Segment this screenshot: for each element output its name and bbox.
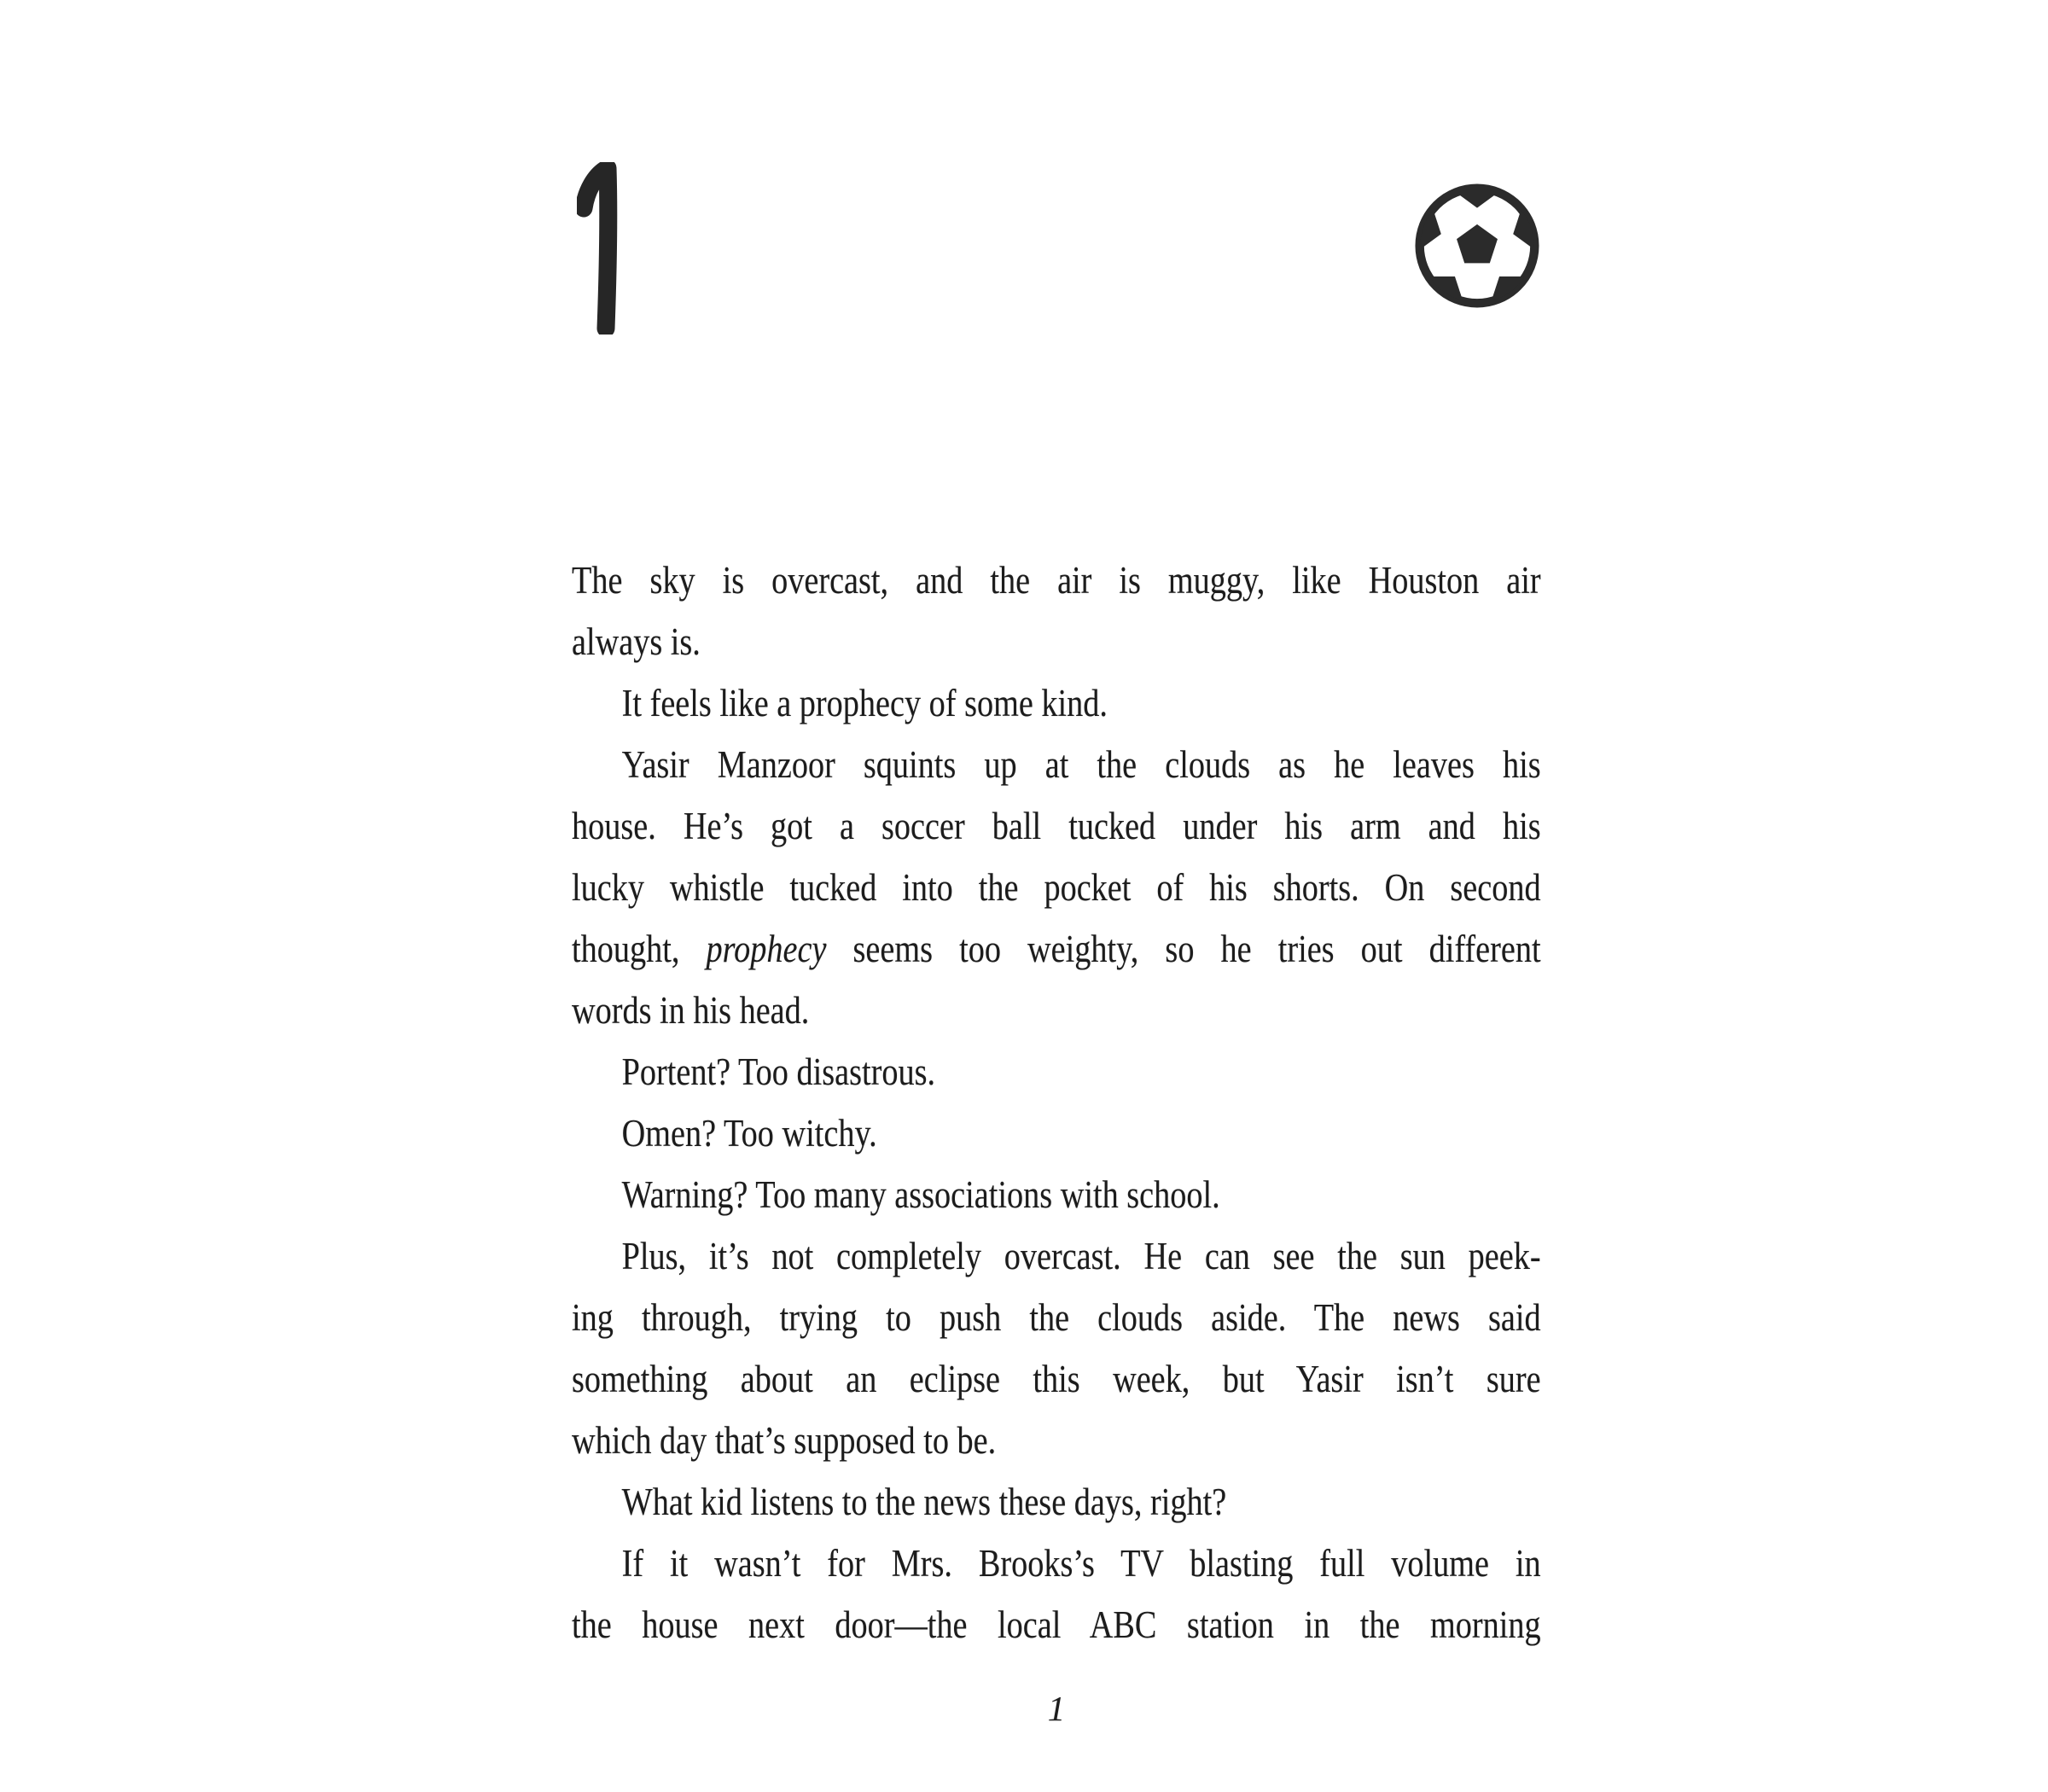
text-line: which day that’s supposed to be. [572, 1419, 997, 1462]
text-line: lucky whistle tucked into the pocket of his shorts. On second [572, 866, 1541, 909]
text-line: Omen? Too witchy. [621, 1112, 877, 1155]
chapter-number [577, 162, 635, 335]
text-line: Yasir Manzoor squints up at the clouds as he leaves his [621, 743, 1541, 786]
text-line: Portent? Too disastrous. [621, 1050, 936, 1093]
text-line: thought, prophecy seems too weighty, so he tries out different [572, 928, 1541, 970]
paragraph [572, 734, 1541, 1041]
text-line: the house next door—the local ABC station in the morning [572, 1603, 1541, 1646]
paragraph [572, 1164, 1541, 1225]
paragraph [572, 1471, 1541, 1533]
paragraph [572, 1041, 1541, 1103]
paragraph [572, 1103, 1541, 1164]
paragraph [572, 672, 1541, 734]
text-line: house. He’s got a soccer ball tucked under his arm and his [572, 805, 1541, 847]
text-line: The sky is overcast, and the air is muggy, like Houston air [572, 559, 1541, 602]
page-number: 1 [1047, 1689, 1066, 1728]
paragraph [572, 1225, 1541, 1471]
text-line: ing through, trying to push the clouds aside. The news said [572, 1296, 1541, 1339]
text-line: It feels like a prophecy of some kind. [621, 682, 1108, 724]
soccer-ball-icon [1414, 183, 1540, 309]
paragraph [572, 1533, 1541, 1655]
text-line: always is. [572, 620, 701, 663]
chapter-number-glyph [577, 162, 635, 335]
text-line: Plus, it’s not completely overcast. He can see the sun peek- [621, 1235, 1541, 1277]
text-line: Warning? Too many associations with school. [621, 1173, 1220, 1216]
paragraph [572, 550, 1541, 672]
text-line: something about an eclipse this week, but Yasir isn’t sure [572, 1358, 1541, 1400]
text-line: words in his head. [572, 989, 810, 1032]
text-block [572, 550, 1541, 1655]
text-line: What kid listens to the news these days, right? [621, 1481, 1227, 1523]
text-line: If it wasn’t for Mrs. Brooks’s TV blasting full volume in [621, 1542, 1541, 1585]
